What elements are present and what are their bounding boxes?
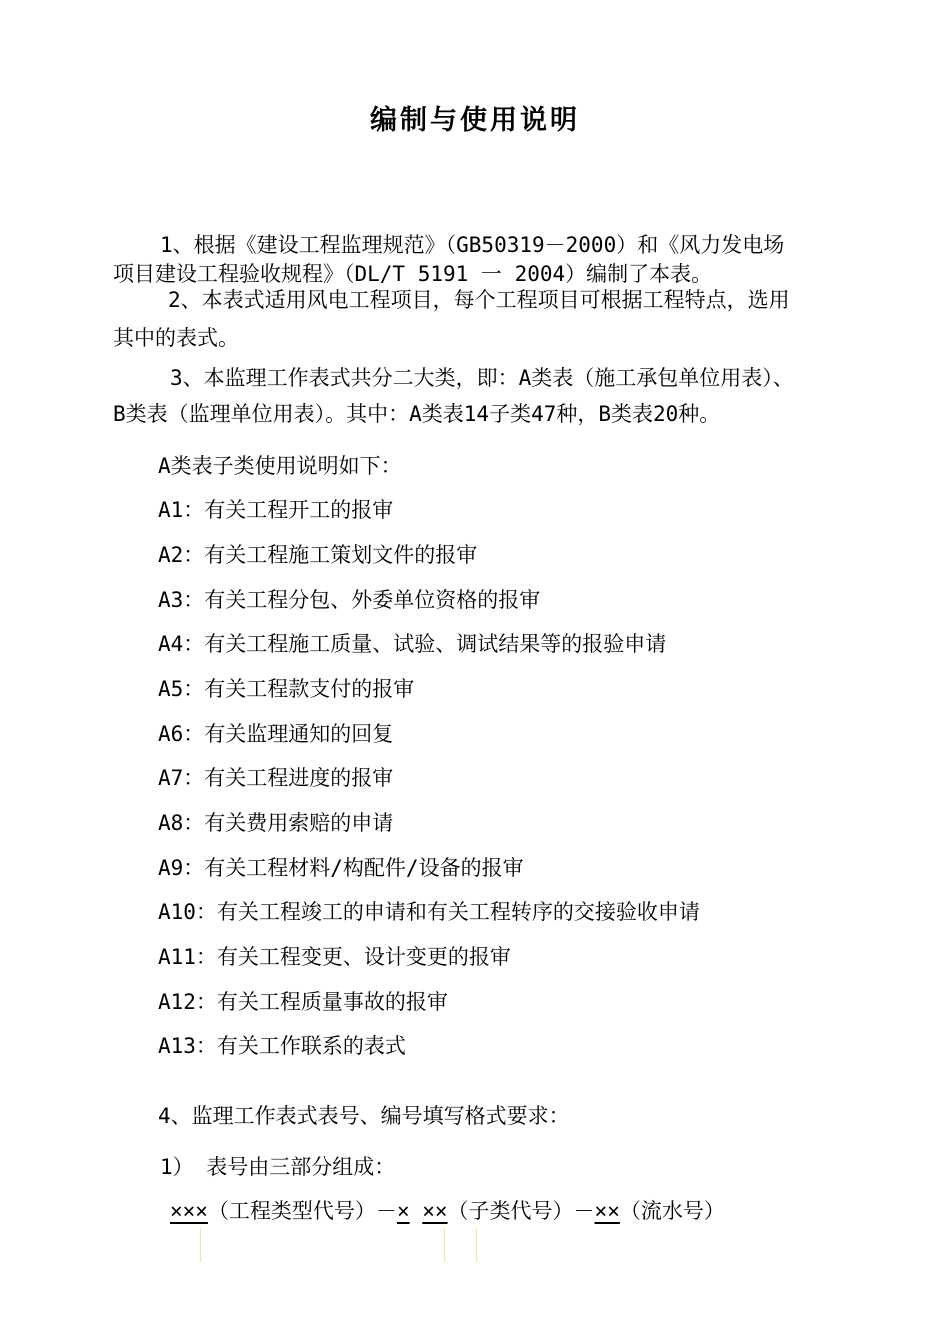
para2-line1: 2、本表式适用风电工程项目，每个工程项目可根据工程特点，选用 [168, 288, 790, 312]
faint-guide-mark [200, 1228, 201, 1262]
a-item: A5：有关工程款支付的报审 [158, 677, 415, 701]
para2-line2: 其中的表式。 [113, 326, 239, 350]
a-item: A10：有关工程竣工的申请和有关工程转序的交接验收申请 [158, 900, 700, 924]
subclass-code-placeholder-a: × [396, 1199, 410, 1223]
para3-line1: 3、本监理工作表式共分二大类，即：A类表（施工承包单位用表）、 [170, 366, 794, 390]
para3-line2: B类表（监理单位用表）。其中：A类表14子类47种，B类表20种。 [113, 402, 721, 426]
serial-number-label: （流水号） [619, 1199, 725, 1223]
a-item: A13：有关工作联系的表式 [158, 1034, 406, 1058]
a-item: A3：有关工程分包、外委单位资格的报审 [158, 588, 541, 612]
project-type-code-placeholder: ××× [170, 1199, 208, 1223]
a-item: A8：有关费用索赔的申请 [158, 811, 394, 835]
format-gap [410, 1199, 423, 1223]
para1-line1: 1、根据《建设工程监理规范》（GB50319－2000）和《风力发电场 [160, 233, 785, 257]
a-class-intro: A类表子类使用说明如下： [158, 454, 402, 478]
para4: 4、监理工作表式表号、编号填写格式要求： [158, 1104, 570, 1128]
a-item: A9：有关工程材料/构配件/设备的报审 [158, 856, 524, 880]
project-type-code-label: （工程类型代号）－ [207, 1199, 397, 1223]
subclass-code-placeholder-b: ×× [422, 1199, 448, 1223]
subclass-code-label: （子类代号）－ [447, 1199, 595, 1223]
serial-number-placeholder: ×× [594, 1199, 620, 1223]
a-item: A1：有关工程开工的报审 [158, 498, 394, 522]
a-item: A6：有关监理通知的回复 [158, 722, 394, 746]
para1-line2: 项目建设工程验收规程》（DL/T 5191 一 2004）编制了本表。 [113, 262, 713, 286]
sub-item-1: 1） 表号由三部分组成： [160, 1155, 396, 1179]
faint-guide-mark [476, 1228, 477, 1262]
a-item: A2：有关工程施工策划文件的报审 [158, 543, 478, 567]
a-item: A11：有关工程变更、设计变更的报审 [158, 945, 511, 969]
faint-guide-mark [444, 1228, 445, 1262]
page-title: 编制与使用说明 [370, 105, 580, 136]
table-number-format [170, 1199, 725, 1224]
a-item: A7：有关工程进度的报审 [158, 766, 394, 790]
a-item: A12：有关工程质量事故的报审 [158, 990, 448, 1014]
a-item: A4：有关工程施工质量、试验、调试结果等的报验申请 [158, 632, 667, 656]
